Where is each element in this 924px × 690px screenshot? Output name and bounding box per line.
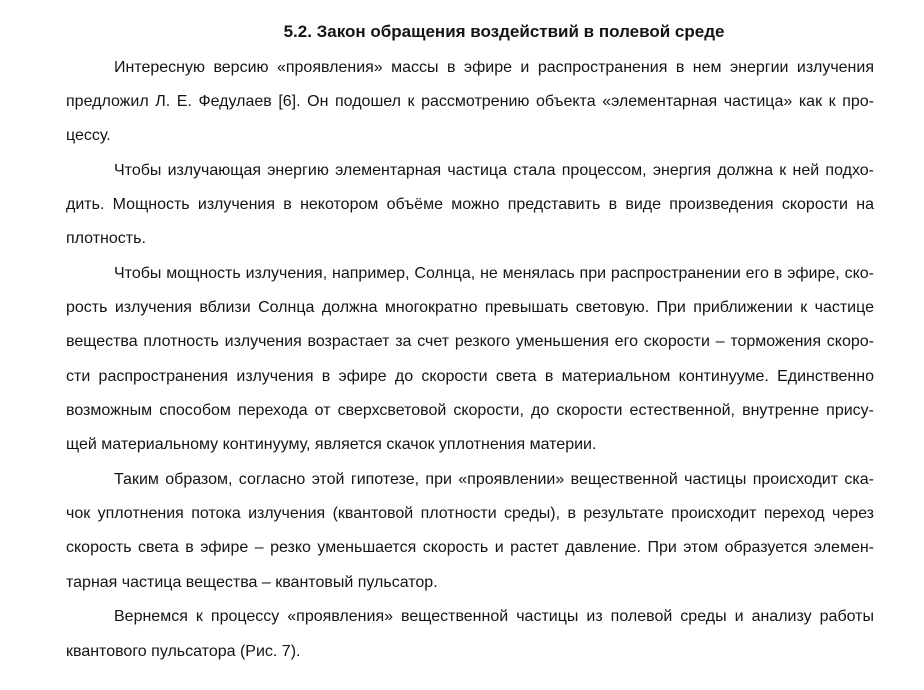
paragraph-4-line-4: тарная частица вещества – квантовый пульсатор. [66,574,438,591]
paragraph-3-line-1: Чтобы мощность излучения, например, Солнца, не менялась при распространении его в эфире, ско- [114,265,874,282]
paragraph-2-line-2: дить. Мощность излучения в некотором объёме можно представить в виде произведения скорости на [66,196,874,213]
paragraph-5-line-1: Вернемся к процессу «проявления» вещественной частицы из полевой среды и анализу работы [114,608,874,625]
paragraph-2-line-1: Чтобы излучающая энергию элементарная частица стала процессом, энергия должна к ней подхо- [114,162,874,179]
paragraph-4-line-1: Таким образом, согласно этой гипотезе, при «проявлении» вещественной частицы происходит ска- [114,471,874,488]
paragraph-1-line-2: предложил Л. Е. Федулаев [6]. Он подошел к рассмотрению объекта «элементарная частица» как к про- [66,93,874,110]
paragraph-3-line-2: рость излучения вблизи Солнца должна многократно превышать световую. При приближении к частице [66,299,874,316]
paragraph-4-line-3: скорость света в эфире – резко уменьшается скорость и растет давление. При этом образуется элемен- [66,539,874,556]
section-heading: 5.2. Закон обращения воздействий в полевой среде [283,22,725,41]
paragraph-4-line-2: чок уплотнения потока излучения (квантовой плотности среды), в результате происходит переход через [66,505,874,522]
paragraph-3-line-5: возможным способом перехода от сверхсветовой скорости, до скорости естественной, внутренне прису- [66,402,874,419]
paragraph-3-line-3: вещества плотность излучения возрастает за счет резкого уменьшения его скорости – торможения скоро- [66,333,874,350]
paragraph-1-line-1: Интересную версию «проявления» массы в эфире и распространения в нем энергии излучения [114,59,874,76]
paragraph-2-line-3: плотность. [66,230,146,247]
paragraph-3-line-4: сти распространения излучения в эфире до скорости света в материальном континууме. Единственно [66,368,874,385]
paragraph-1-line-3: цессу. [66,127,111,144]
paragraph-3-line-6: щей материальному континууму, является скачок уплотнения материи. [66,436,597,453]
paragraph-5-line-2: квантового пульсатора (Рис. 7). [66,643,301,660]
